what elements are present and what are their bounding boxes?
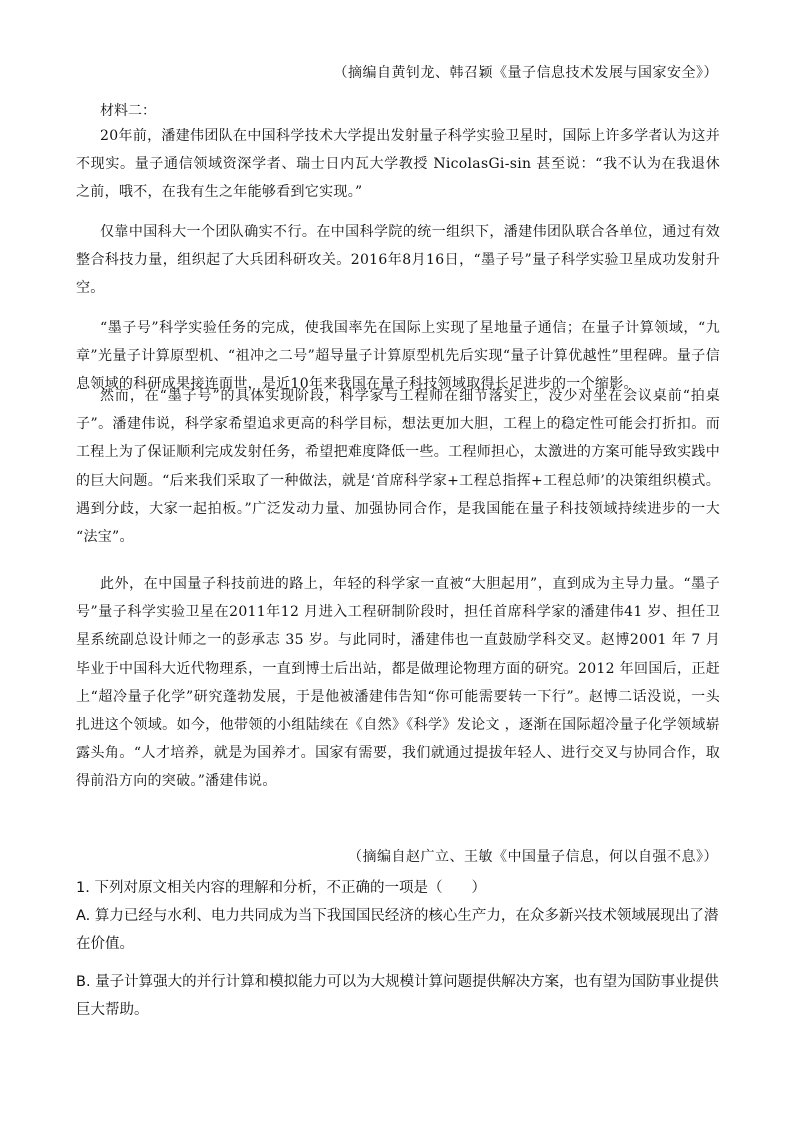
paragraph: 仅靠中国科大一个团队确实不行。在中国科学院的统一组织下，潘建伟团队联合各单位，通过有效整合科技力量，组织起了大兵团科研攻关。2016年8月16日，“墨子号”量子科学实验卫星成功发射升空。 — [76, 224, 720, 297]
paragraph: 此外，在中国量子科技前进的路上，年轻的科学家一直被“大胆起用”，直到成为主导力量。“墨子号”量子科学实验卫星在2011年12 月进入工程研制阶段时，担任首席科学家的潘建伟41 岁、担任卫星系统副总设计师之一的彭承志 35 岁。与此同时，潘建伟也一直鼓励学科交叉。赵博2001 年 7 月毕业于中国科大近代物理系，一直到博士后出站，都是做理论物理方面的研究。2012 年回国后，正赶上“超冷量子化学”研究蓬勃发展，于是他被潘建伟告知“你可能需要转一下行”。赵博二话没说，一头扎进这个领域。如今，他带领的小组陆续在《自然》《科学》发论文 ，逐渐在国际超冷量子化学领域崭露头角。“人才培养，就是为国养才。国家有需要，我们就通过提拔年轻人、进行交叉与协同合作，取得前沿方向的突破。”潘建伟说。 — [76, 576, 720, 790]
paragraph: 然而，在“墨子号”的具体实现阶段，科学家与工程师在细节落实上，没少对坐在会议桌前“拍桌子”。潘建伟说，科学家希望追求更高的科学目标，想法更加大胆，工程上的稳定性可能会打折扣。而工程上为了保证顺利完成发射任务，希望把难度降低一些。工程师担心，太激进的方案可能导致实践中的巨大问题。“后来我们采取了一种做法，就是‘首席科学家+工程总指挥+工程总师’的决策组织模式。遇到分歧，大家一起拍板。”广泛发动力量、加强协同合作，是我国能在量子科技领域持续进步的一大 “法宝”。 — [76, 388, 720, 546]
source-citation-top: （摘编自黄钊龙、韩召颖《量子信息技术发展与国家安全》） — [333, 65, 718, 81]
option-a: A. 算力已经与水利、电力共同成为当下我国国民经济的核心生产力，在众多新兴技术领域展现出了潜在价值。 — [76, 908, 719, 952]
material-heading: 材料二： — [100, 103, 156, 119]
paragraph: “墨子号”科学实验任务的完成，使我国率先在国际上实现了星地量子通信；在量子计算领域，“九章”光量子计算原型机、“祖冲之二号”超导量子计算原型机先后实现“量子计算优越性”里程碑。量子信息领域的科研成果接连面世，是近10年来我国在量子科技领域取得长足进步的一个缩影。 — [76, 320, 720, 393]
paragraph: 20年前，潘建伟团队在中国科学技术大学提出发射量子科学实验卫星时，国际上许多学者认为这并不现实。量子通信领域资深学者、瑞士日内瓦大学教授 NicolasGi-sin 甚至说：“我不认为在我退休之前，哦不，在我有生之年能够看到它实现。” — [76, 128, 720, 201]
option-b: B. 量子计算强大的并行计算和模拟能力可以为大规模计算问题提供解决方案，也有望为国防事业提供巨大帮助。 — [76, 974, 719, 1018]
question-stem: 1. 下列对原文相关内容的理解和分析，不正确的一项是（ ） — [76, 880, 486, 896]
source-citation-bottom: （摘编自赵广立、王敏《中国量子信息，何以自强不息》） — [348, 849, 718, 865]
